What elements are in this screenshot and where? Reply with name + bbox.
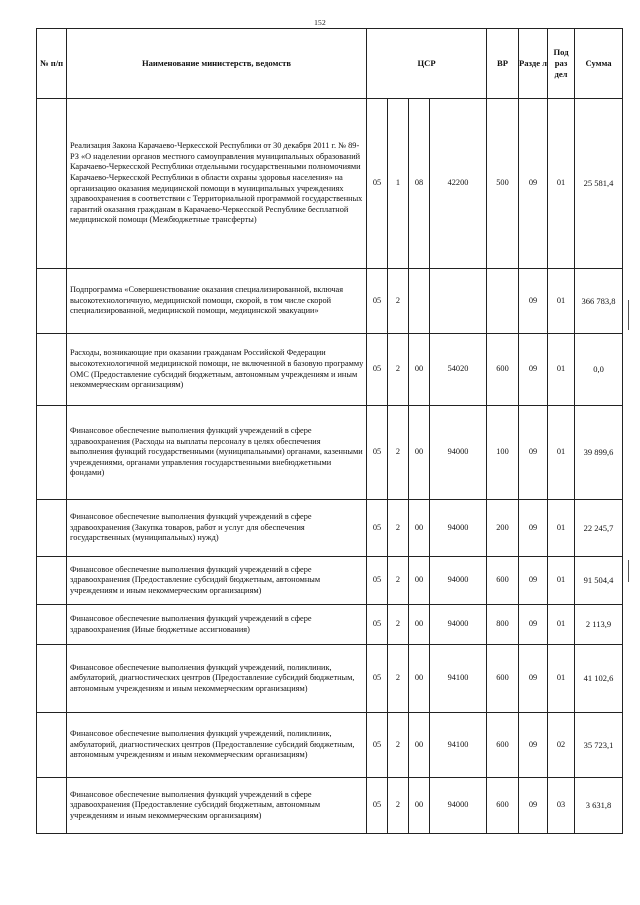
row-name-cell: Финансовое обеспечение выполнения функций учреждений в сфере здравоохранения (Предоставление субсидий бюджетным, автономным учреждениям и иным некоммерческим организациям): [67, 557, 367, 605]
row-csr-program-cell: 05: [367, 645, 388, 713]
row-sum-cell: 39 899,6: [575, 406, 623, 500]
row-csr-event-cell: 00: [409, 778, 430, 834]
row-csr-event-cell: 00: [409, 406, 430, 500]
row-subsection-cell: 02: [548, 713, 575, 778]
row-csr-event-cell: 00: [409, 557, 430, 605]
table-row: [37, 778, 623, 834]
row-num-cell: [37, 334, 67, 406]
row-sum-cell: 0,0: [575, 334, 623, 406]
row-sum-cell: 91 504,4: [575, 557, 623, 605]
row-section-cell: 09: [519, 500, 548, 557]
row-subsection-cell: 01: [548, 645, 575, 713]
row-num-cell: [37, 406, 67, 500]
row-name-cell: Финансовое обеспечение выполнения функций учреждений, поликлиник, амбулаторий, диагностических центров (Предоставление субсидий бюджетным, автономным учреждениям и иным некоммерческим организациям): [67, 645, 367, 713]
header-section: Разде л: [519, 29, 548, 99]
row-vr-cell: 600: [487, 645, 519, 713]
row-subsection-cell: 01: [548, 557, 575, 605]
row-vr-cell: [487, 269, 519, 334]
row-csr-subprogram-cell: 2: [388, 269, 409, 334]
margin-mark: [628, 560, 629, 582]
row-num-cell: [37, 269, 67, 334]
row-csr-program-cell: 05: [367, 557, 388, 605]
row-sum-cell: 2 113,9: [575, 605, 623, 645]
row-csr-event-cell: 00: [409, 645, 430, 713]
row-csr-direction-cell: 94000: [430, 605, 487, 645]
header-sum: Сумма: [575, 29, 623, 99]
budget-table: [36, 28, 623, 834]
row-name-cell: Финансовое обеспечение выполнения функций учреждений в сфере здравоохранения (Предоставление субсидий бюджетным, автономным учреждениям и иным некоммерческим организациям): [67, 778, 367, 834]
row-sum-cell: 41 102,6: [575, 645, 623, 713]
row-subsection-cell: 01: [548, 500, 575, 557]
row-num-cell: [37, 605, 67, 645]
row-num-cell: [37, 500, 67, 557]
row-csr-subprogram-cell: 2: [388, 500, 409, 557]
row-sum-cell: 3 631,8: [575, 778, 623, 834]
row-section-cell: 09: [519, 778, 548, 834]
row-csr-subprogram-cell: 1: [388, 99, 409, 269]
row-sum-cell: 366 783,8: [575, 269, 623, 334]
row-section-cell: 09: [519, 99, 548, 269]
row-subsection-cell: 01: [548, 269, 575, 334]
row-csr-subprogram-cell: 2: [388, 334, 409, 406]
table-row: [37, 713, 623, 778]
table-row: [37, 605, 623, 645]
table-row: [37, 645, 623, 713]
row-name-cell: Финансовое обеспечение выполнения функций учреждений, поликлиник, амбулаторий, диагностических центров (Предоставление субсидий бюджетным, автономным учреждениям и иным некоммерческим организациям): [67, 713, 367, 778]
row-num-cell: [37, 645, 67, 713]
row-num-cell: [37, 557, 67, 605]
row-vr-cell: 600: [487, 334, 519, 406]
row-vr-cell: 500: [487, 99, 519, 269]
row-csr-direction-cell: 94000: [430, 557, 487, 605]
row-section-cell: 09: [519, 269, 548, 334]
row-csr-program-cell: 05: [367, 500, 388, 557]
table-row: [37, 557, 623, 605]
row-name-cell: Финансовое обеспечение выполнения функций учреждений в сфере здравоохранения (Иные бюджетные ассигнования): [67, 605, 367, 645]
row-name-cell: Подпрограмма «Совершенствование оказания специализированной, включая высокотехнологичную, медицинской помощи, скорой, в том числе скорой специализированной, медицинской помощи, медицинской эвакуации»: [67, 269, 367, 334]
row-section-cell: 09: [519, 713, 548, 778]
header-csr: ЦСР: [367, 29, 487, 99]
row-csr-subprogram-cell: 2: [388, 605, 409, 645]
row-sum-cell: 25 581,4: [575, 99, 623, 269]
row-csr-event-cell: 00: [409, 605, 430, 645]
header-subsection: Под раз дел: [548, 29, 575, 99]
row-num-cell: [37, 713, 67, 778]
row-csr-subprogram-cell: 2: [388, 557, 409, 605]
row-csr-program-cell: 05: [367, 99, 388, 269]
row-csr-direction-cell: 94100: [430, 645, 487, 713]
row-csr-direction-cell: 94000: [430, 778, 487, 834]
row-subsection-cell: 01: [548, 605, 575, 645]
row-csr-event-cell: 08: [409, 99, 430, 269]
table-body: [37, 99, 623, 834]
row-subsection-cell: 03: [548, 778, 575, 834]
row-csr-direction-cell: 54020: [430, 334, 487, 406]
table-row: [37, 500, 623, 557]
row-sum-cell: 35 723,1: [575, 713, 623, 778]
row-vr-cell: 800: [487, 605, 519, 645]
table-row: [37, 334, 623, 406]
row-vr-cell: 600: [487, 713, 519, 778]
header-vr: ВР: [487, 29, 519, 99]
row-section-cell: 09: [519, 645, 548, 713]
row-vr-cell: 100: [487, 406, 519, 500]
row-csr-direction-cell: [430, 269, 487, 334]
row-csr-program-cell: 05: [367, 334, 388, 406]
row-csr-event-cell: [409, 269, 430, 334]
row-csr-program-cell: 05: [367, 605, 388, 645]
row-sum-cell: 22 245,7: [575, 500, 623, 557]
row-csr-direction-cell: 94000: [430, 500, 487, 557]
page-number: 152: [314, 18, 326, 27]
row-section-cell: 09: [519, 406, 548, 500]
row-num-cell: [37, 778, 67, 834]
row-vr-cell: 200: [487, 500, 519, 557]
row-csr-event-cell: 00: [409, 713, 430, 778]
row-csr-direction-cell: 94100: [430, 713, 487, 778]
row-section-cell: 09: [519, 334, 548, 406]
row-num-cell: [37, 99, 67, 269]
table-header-row: [37, 29, 623, 99]
row-csr-program-cell: 05: [367, 406, 388, 500]
row-csr-subprogram-cell: 2: [388, 645, 409, 713]
row-csr-program-cell: 05: [367, 778, 388, 834]
row-subsection-cell: 01: [548, 334, 575, 406]
row-subsection-cell: 01: [548, 406, 575, 500]
row-csr-direction-cell: 94000: [430, 406, 487, 500]
margin-mark: [628, 300, 629, 330]
row-csr-subprogram-cell: 2: [388, 713, 409, 778]
row-vr-cell: 600: [487, 778, 519, 834]
row-section-cell: 09: [519, 557, 548, 605]
row-name-cell: Расходы, возникающие при оказании гражданам Российской Федерации высокотехнологичной медицинской помощи, не включенной в базовую программу ОМС (Предоставление субсидий бюджетным, автономным учреждениям и иным некоммерческим организациям): [67, 334, 367, 406]
table-row: [37, 406, 623, 500]
row-csr-direction-cell: 42200: [430, 99, 487, 269]
table-row: [37, 269, 623, 334]
row-name-cell: Финансовое обеспечение выполнения функций учреждений в сфере здравоохранения (Закупка товаров, работ и услуг для обеспечения государственных (муниципальных) нужд): [67, 500, 367, 557]
row-name-cell: Финансовое обеспечение выполнения функций учреждений в сфере здравоохранения (Расходы на выплаты персоналу в целях обеспечения выполнения функций государственными (муниципальными) органами, казенными учреждениями, органами управления государственными внебюджетными фондами): [67, 406, 367, 500]
row-csr-program-cell: 05: [367, 269, 388, 334]
row-csr-program-cell: 05: [367, 713, 388, 778]
table-row: [37, 99, 623, 269]
row-section-cell: 09: [519, 605, 548, 645]
row-name-cell: Реализация Закона Карачаево-Черкесской Республики от 30 декабря 2011 г. № 89-РЗ «О наделении органов местного самоуправления муниципальных образований Карачаево-Черкесской Республики отдельными государственными полномочиями Карачаево-Черкесской Республики в области охраны здоровья населения» на организацию оказания медицинской помощи в муниципальных учреждениях здравоохранения в соответствии с Территориальной программой государственных гарантий оказания гражданам в Карачаево-Черкесской Республике бесплатной медицинской помощи (Межбюджетные трансферты): [67, 99, 367, 269]
row-subsection-cell: 01: [548, 99, 575, 269]
row-csr-subprogram-cell: 2: [388, 406, 409, 500]
row-csr-event-cell: 00: [409, 500, 430, 557]
row-csr-event-cell: 00: [409, 334, 430, 406]
header-num: № п/п: [37, 29, 67, 99]
row-vr-cell: 600: [487, 557, 519, 605]
header-name: Наименование министерств, ведомств: [67, 29, 367, 99]
row-csr-subprogram-cell: 2: [388, 778, 409, 834]
